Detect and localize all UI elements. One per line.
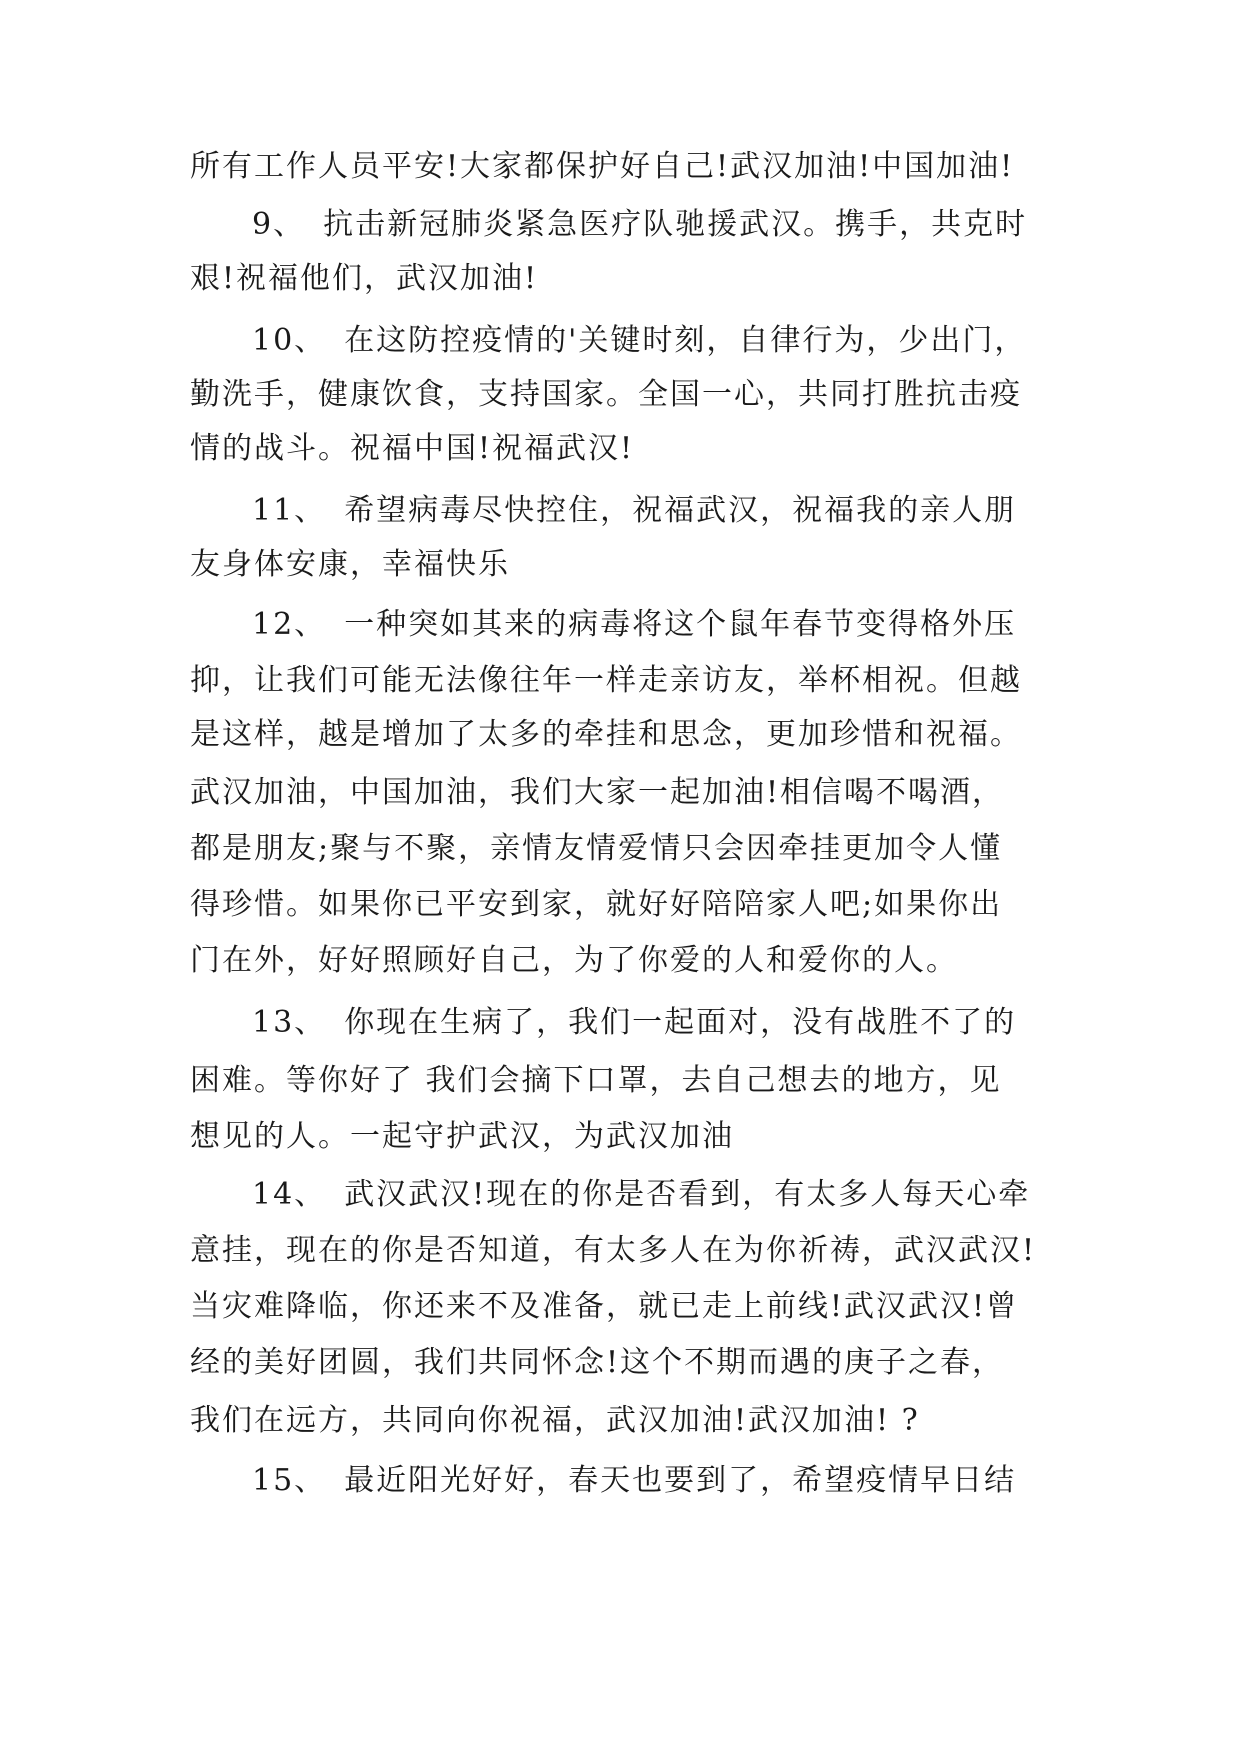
- item-number: 13、: [252, 1005, 327, 1040]
- item-number: 12、: [252, 607, 327, 642]
- item-number: 9、: [252, 207, 306, 242]
- text-line: 当灾难降临，你还来不及准备，就已走上前线!武汉武汉!曾: [190, 1289, 1019, 1324]
- text-line: 我们在远方，共同向你祝福，武汉加油!武汉加油! ?: [190, 1403, 920, 1438]
- text-line: 情的战斗。祝福中国!祝福武汉!: [190, 431, 635, 466]
- list-item-13: 13、 你现在生病了，我们一起面对，没有战胜不了的: [252, 1005, 1017, 1040]
- item-number: 10、: [252, 323, 327, 358]
- text-line: 是这样，越是增加了太多的牵挂和思念，更加珍惜和祝福。: [190, 717, 1022, 752]
- item-number: 14、: [252, 1177, 327, 1212]
- text-line: 所有工作人员平安!大家都保护好自己!武汉加油!中国加油!: [190, 149, 1015, 184]
- list-item-12: 12、 一种突如其来的病毒将这个鼠年春节变得格外压: [252, 607, 1017, 642]
- text-line: 门在外，好好照顾好自己，为了你爱的人和爱你的人。: [190, 943, 958, 978]
- text-line: 武汉加油，中国加油，我们大家一起加油!相信喝不喝酒，: [190, 775, 1005, 810]
- text-line: 想见的人。一起守护武汉，为武汉加油: [190, 1119, 734, 1154]
- list-item-9: 9、 抗击新冠肺炎紧急医疗队驰援武汉。携手，共克时: [252, 207, 1028, 242]
- text-line: 都是朋友;聚与不聚，亲情友情爱情只会因牵挂更加令人懂: [190, 831, 1003, 866]
- list-item-11: 11、 希望病毒尽快控住，祝福武汉，祝福我的亲人朋: [252, 493, 1017, 528]
- text-line: 抑，让我们可能无法像往年一样走亲访友，举杯相祝。但越: [190, 663, 1022, 698]
- text-line: 困难。等你好了 我们会摘下口罩，去自己想去的地方，见: [190, 1063, 1002, 1098]
- text-line: 勤洗手，健康饮食，支持国家。全国一心，共同打胜抗击疫: [190, 377, 1022, 412]
- text-line: 意挂，现在的你是否知道，有太多人在为你祈祷，武汉武汉!: [190, 1233, 1037, 1268]
- text-line: 得珍惜。如果你已平安到家，就好好陪陪家人吧;如果你出: [190, 887, 1003, 922]
- text-line: 经的美好团圆，我们共同怀念!这个不期而遇的庚子之春，: [190, 1345, 1005, 1380]
- list-item-15: 15、 最近阳光好好，春天也要到了，希望疫情早日结: [252, 1463, 1017, 1498]
- item-number: 11、: [252, 493, 327, 528]
- item-number: 15、: [252, 1463, 327, 1498]
- text-line: 友身体安康，幸福快乐: [190, 547, 510, 582]
- list-item-14: 14、 武汉武汉!现在的你是否看到，有太多人每天心牵: [252, 1177, 1031, 1212]
- text-line: 艰!祝福他们，武汉加油!: [190, 261, 539, 296]
- list-item-10: 10、 在这防控疫情的'关键时刻，自律行为，少出门，: [252, 323, 1027, 358]
